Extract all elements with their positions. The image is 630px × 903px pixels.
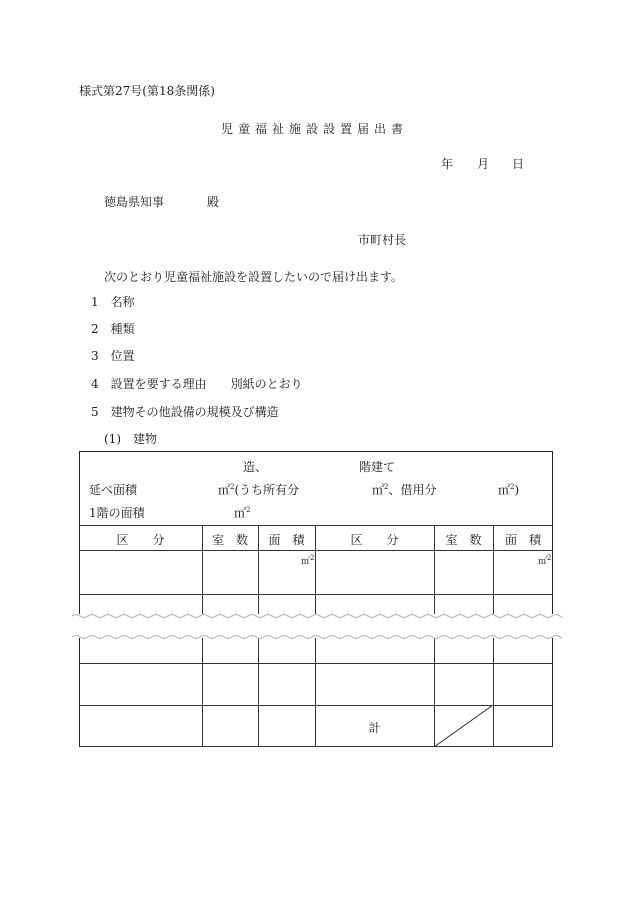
row-line (79, 594, 553, 595)
building-table (79, 451, 553, 747)
structure-label: 造、 (243, 460, 268, 474)
sub-item-building: (1) 建物 (104, 432, 157, 446)
list-item-location: 3 位置 (91, 349, 135, 363)
date-day: 日 (512, 157, 525, 171)
header-top-line (79, 525, 553, 526)
area-unit-2: ㎡$^2$ (538, 554, 552, 567)
header-area-1: 面 積 (268, 533, 305, 547)
sender: 市町村長 (358, 233, 407, 247)
row-line (79, 663, 553, 664)
list-item-name: 1 名称 (91, 295, 135, 309)
total-diagonal (434, 705, 493, 747)
area-unit-1: ㎡$^2$ (301, 554, 315, 567)
column-line (202, 638, 203, 747)
floor-area-close: ㎡$^2$) (498, 483, 520, 497)
document-title: 児童福祉施設設置届出書 (221, 122, 409, 136)
honorific: 殿 (207, 195, 220, 209)
total-label: 計 (368, 721, 381, 735)
column-line (258, 638, 259, 747)
addressee: 徳島県知事 (104, 195, 165, 209)
floor-area-label: 延べ面積 (89, 483, 138, 497)
intro-text: 次のとおり児童福祉施設を設置したいので届け出ます。 (104, 270, 404, 284)
table-break (72, 608, 562, 644)
header-area-2: 面 積 (504, 533, 541, 547)
floor-area-rent: ㎡$^2$、借用分 (372, 483, 437, 497)
date-year: 年 (441, 157, 454, 171)
date-month: 月 (477, 157, 490, 171)
header-rooms-1: 室 数 (211, 533, 248, 547)
list-item-reason: 4 設置を要する理由 別紙のとおり (91, 377, 303, 391)
form-number: 様式第27号(第18条関係) (79, 84, 215, 98)
first-floor-label: 1階の面積 (89, 506, 145, 520)
header-category-1: 区 分 (116, 533, 165, 547)
floors-label: 階建て (359, 460, 396, 474)
header-rooms-2: 室 数 (445, 533, 482, 547)
floor-area-own: ㎡$^2$(うち所有分 (218, 483, 300, 497)
first-floor-unit: ㎡$^2$ (234, 506, 251, 520)
column-line (493, 638, 494, 747)
header-category-2: 区 分 (350, 533, 399, 547)
list-item-type: 2 種類 (91, 322, 135, 336)
header-bottom-line (79, 550, 553, 551)
list-item-scale: 5 建物その他設備の規模及び構造 (91, 405, 279, 419)
